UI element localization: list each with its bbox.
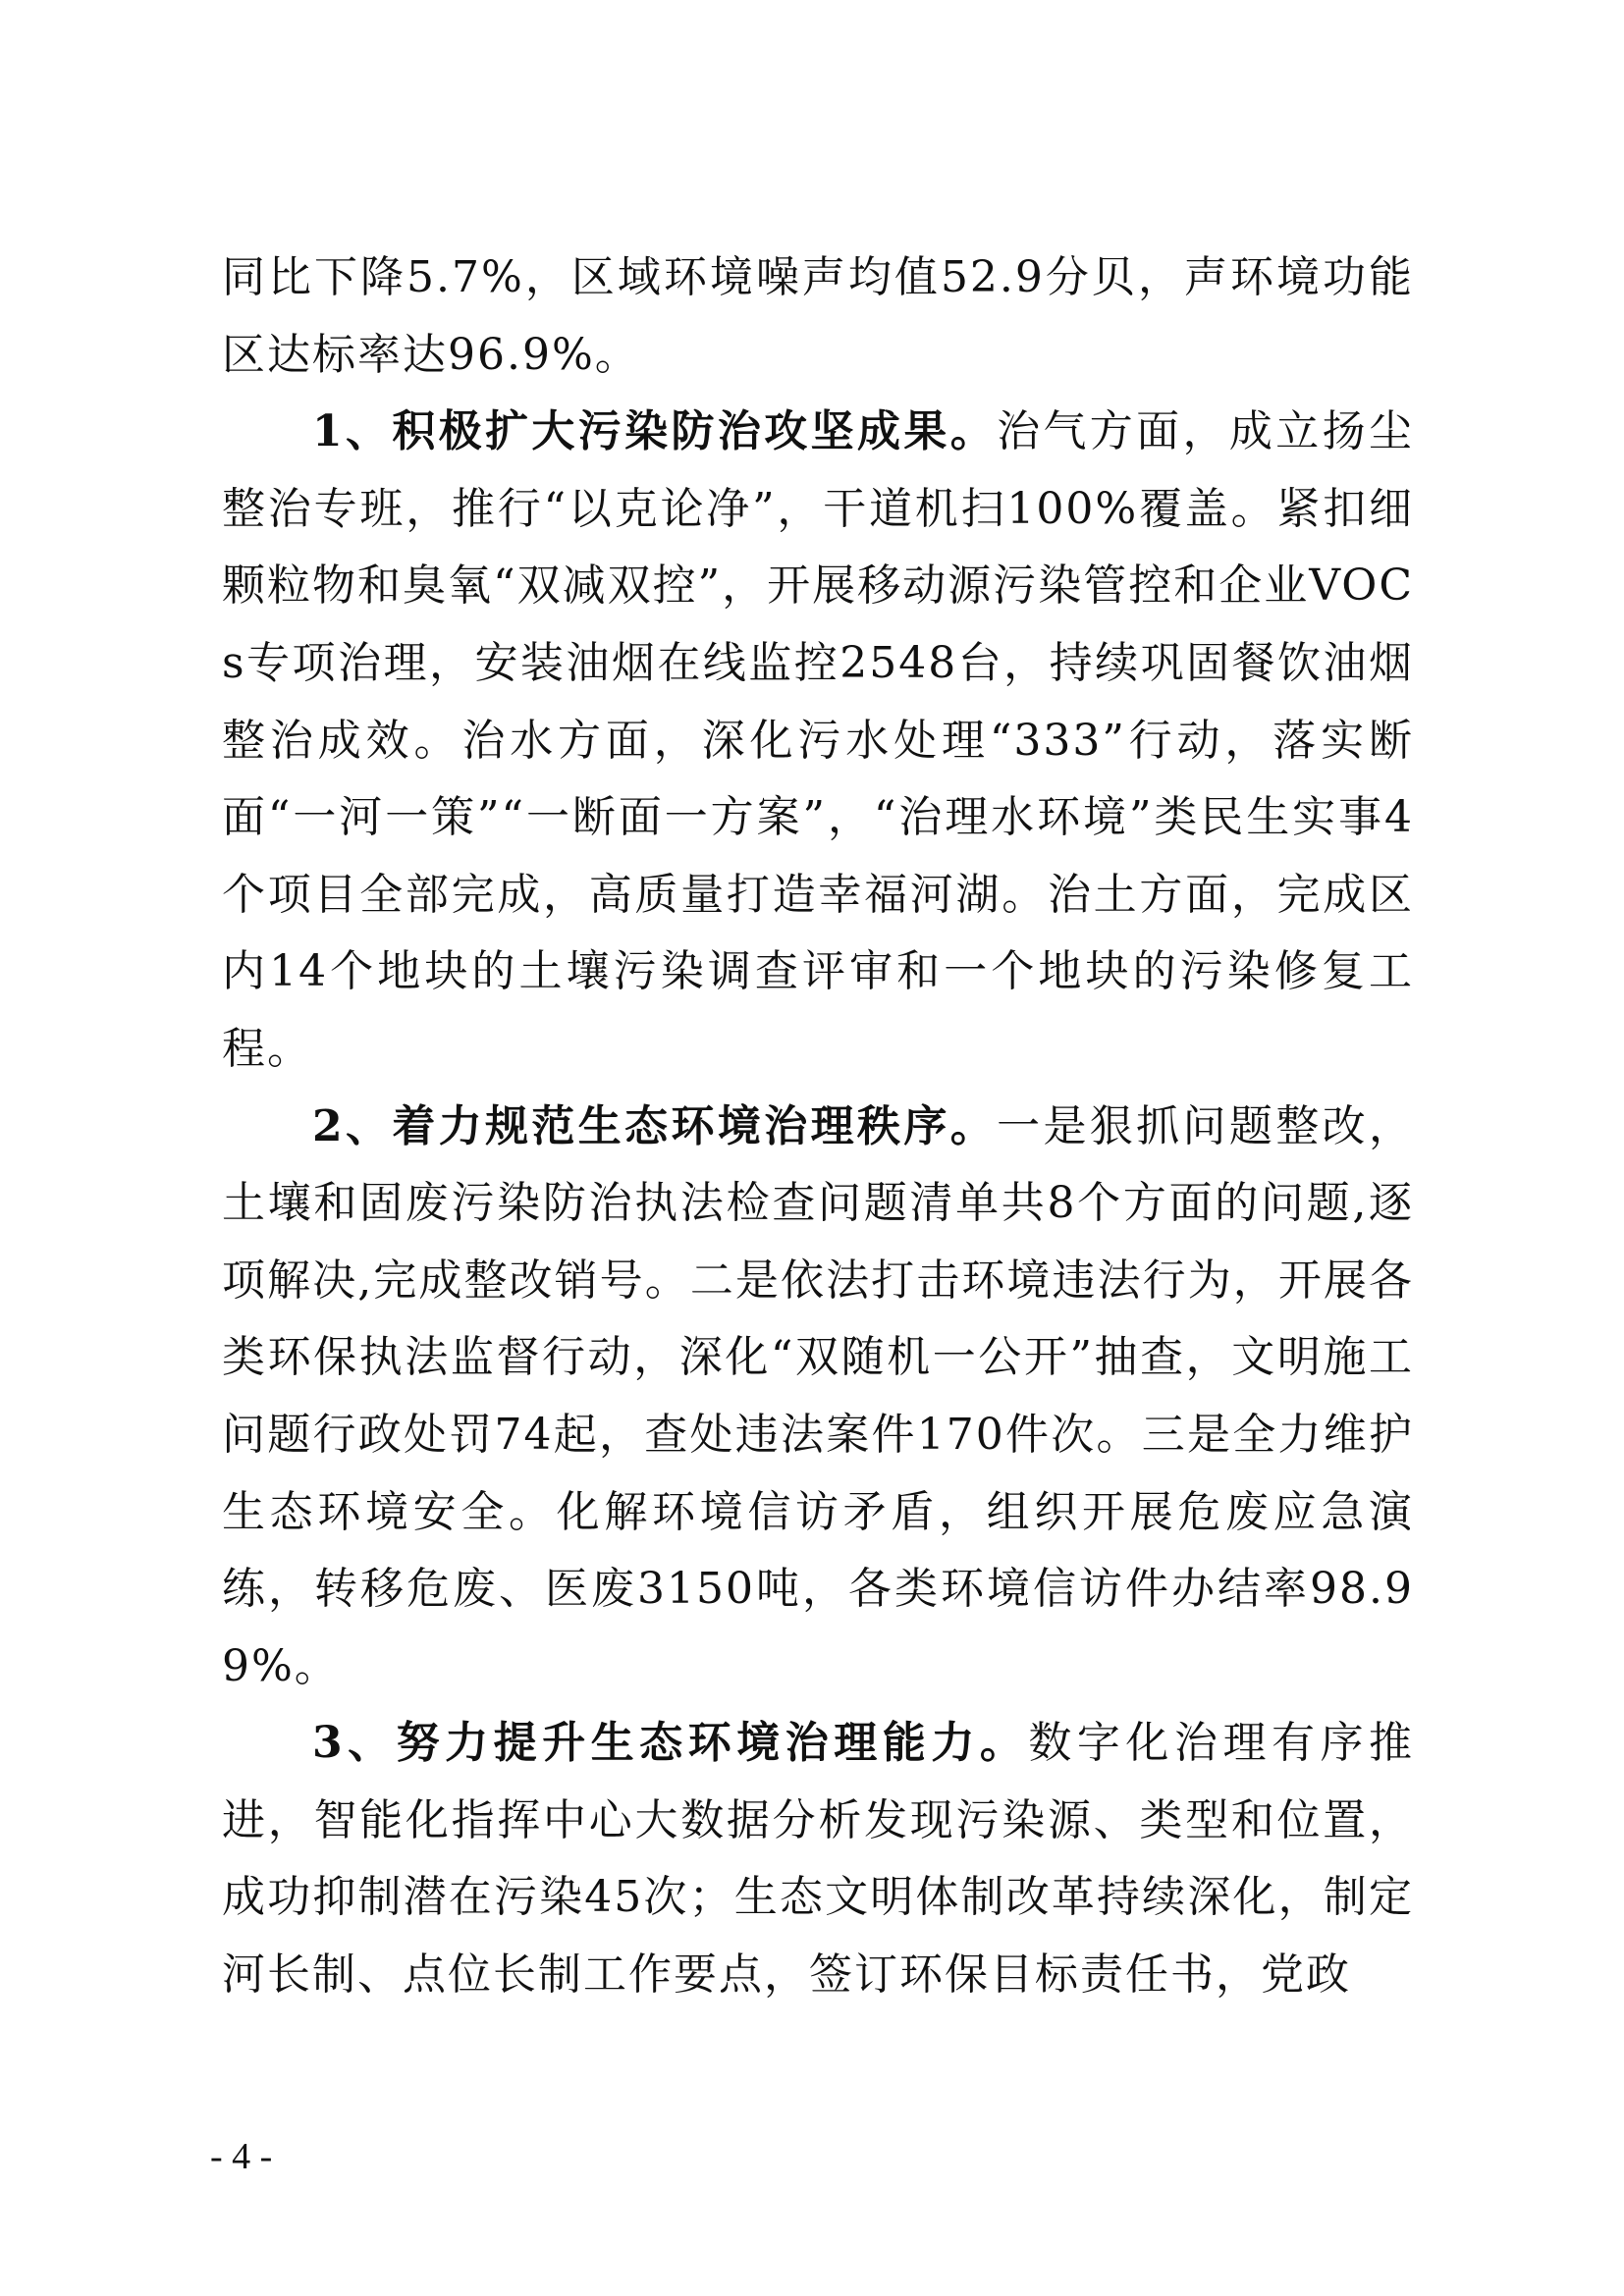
paragraph-heading: 1、积极扩大污染防治攻坚成果。 (312, 406, 998, 457)
page-number: - 4 - (210, 2136, 273, 2177)
paragraph-text: 治气方面，成立扬尘整治专班，推行“以克论净”，干道机扫100%覆盖。紧扣细颗粒物和臭氧“双减双控”，开展移动源污染管控和企业VOCs专项治理，安装油烟在线监控2548台，持续巩固餐饮油烟整治成效。治水方面，深化污水处理“333”行动，落实断面“一河一策”“一断面一方案”，“治理水环境”类民生实事4个项目全部完成，高质量打造幸福河湖。治土方面，完成区内14个地块的土壤污染调查评审和一个地块的污染修复工程。 (222, 406, 1414, 1074)
document-body (222, 240, 1414, 2014)
paragraph-text: 同比下降5.7%，区域环境噪声均值52.9分贝，声环境功能区达标率达96.9%。 (222, 252, 1414, 380)
paragraph-continuation (222, 240, 1414, 394)
paragraph-text: 数字化治理有序推进，智能化指挥中心大数据分析发现污染源、类型和位置，成功抑制潜在污染45次；生态文明体制改革持续深化，制定河长制、点位长制工作要点，签订环保目标责任书，党政 (222, 1718, 1414, 2001)
paragraph-governance-capacity (222, 1705, 1414, 2013)
paragraph-governance-order (222, 1089, 1414, 1706)
paragraph-text: 一是狠抓问题整改，土壤和固废污染防治执法检查问题清单共8个方面的问题,逐项解决,完成整改销号。二是依法打击环境违法行为，开展各类环保执法监督行动，深化“双随机一公开”抽查，文明施工问题行政处罚74起，查处违法案件170件次。三是全力维护生态环境安全。化解环境信访矛盾，组织开展危废应急演练，转移危废、医废3150吨，各类环境信访件办结率98.99%。 (222, 1100, 1414, 1691)
paragraph-pollution-prevention (222, 394, 1414, 1088)
paragraph-heading: 2、着力规范生态环境治理秩序。 (312, 1100, 998, 1151)
paragraph-heading: 3、努力提升生态环境治理能力。 (312, 1718, 1029, 1769)
